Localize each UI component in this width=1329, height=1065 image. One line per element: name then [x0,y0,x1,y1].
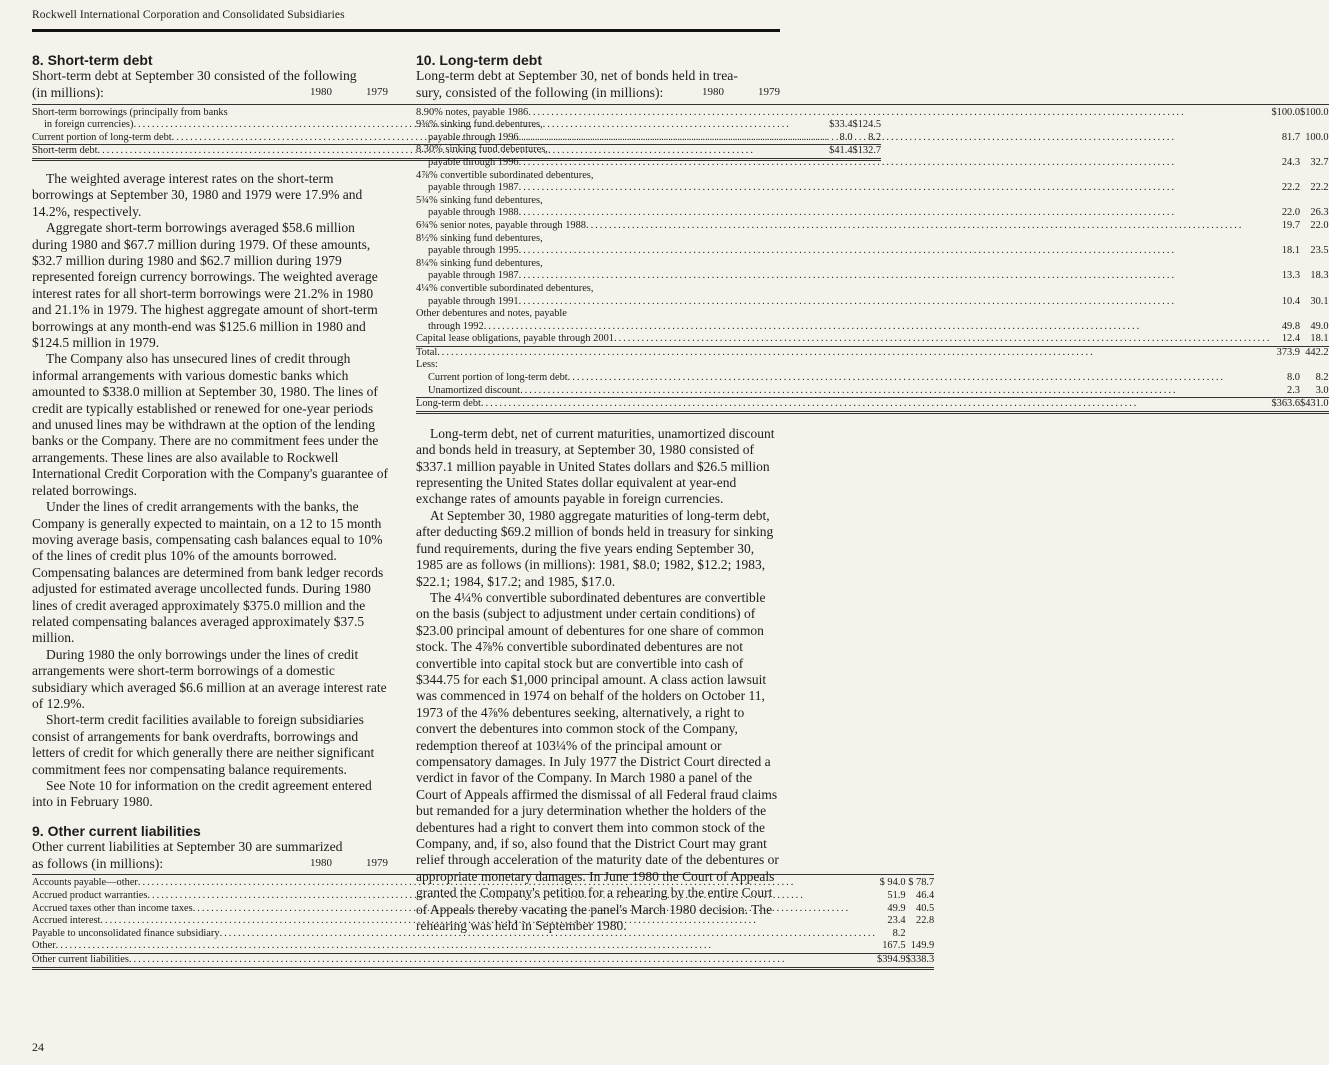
table-row [416,132,1329,145]
row-value-1979: $431.0 [1300,398,1329,413]
row-value-1980: 373.9 [1271,346,1300,359]
note9-intro [32,839,388,873]
row-label: Total [416,346,438,358]
row-value-1979: 22.2 [1310,182,1329,194]
table-row [416,233,1329,246]
row-value-1980: 24.3 [1281,156,1301,168]
table-row [416,270,1329,283]
row-value-1979: 49.0 [1310,320,1329,332]
row-label: Unamortized discount [428,384,521,396]
header-rule [32,29,780,32]
row-label: Long-term debt [416,398,481,410]
row-label: 9⅜% sinking fund debentures, [416,119,543,131]
row-value-1980: 22.0 [1281,207,1301,219]
table-row [416,104,1329,119]
note8-intro-line1: Short-term debt at September 30 consisted of the following [32,68,357,83]
row-value-1979 [1300,170,1329,183]
note8-paragraph: The weighted average interest rates on the short-term borrowings at September 30, 1980 and 1979 were 17.9% and 14.2%, respectively. [32,170,363,219]
row-value-1979: 3.0 [1315,384,1329,396]
row-value-1979 [1300,308,1329,321]
note9-year-a: 1980 [310,857,332,870]
note8-paragraph: Aggregate short-term borrowings averaged $58.6 million during 1980 and $67.7 million during 1979. Of these amounts, $32.7 million during 1980 and $62.7 million during 1979 represented foreign currency borrowings. The weighted average interest rates for all short-term borrowings were 21.2% in 1980 and 21.1% in 1979. The highest aggregate amount of short-term borrowings at any month-end was $125.6 million in 1980 and $124.5 million in 1979. [32,220,378,351]
row-value-1979 [1300,359,1329,372]
row-value-1980: 10.4 [1281,295,1301,307]
row-value-1980: $100.0 [1271,104,1300,119]
row-value-1979: $124.5 [852,119,882,131]
row-value-1979: 46.4 [916,890,935,901]
row-label: Payable to unconsolidated finance subsidiary [32,927,220,939]
table-row [416,283,1329,296]
row-value-1980 [1271,283,1300,296]
table-row [416,144,1329,157]
row-value-1980: 8.0 [1287,372,1301,384]
row-label: Accrued product warranties [32,890,148,901]
note8-intro [32,68,388,102]
table-row [416,157,1329,170]
row-value-1980: 23.4 [887,915,906,927]
note10-intro [416,68,780,102]
row-value-1979 [1300,283,1329,296]
note9-intro-line2: as follows (in millions): [32,856,164,872]
note10-year-b: 1979 [758,86,780,99]
row-value-1979 [1300,195,1329,208]
note10-paragraph: The 4¼% convertible subordinated debentures are convertible on the basis (subject to adjustment under certain conditions) of $23.00 principal amount of debentures for one share of common stock. The 4⅞% convertible subordinated debentures are not convertible into capital stock but are convertible into cash of $344.75 for each $1,000 principal amount. A class action lawsuit was commenced in 1974 on behalf of the holders on October 11, 1973 of the 4⅞% debentures seeking, alternatively, a right to convert the debentures into common stock of the Company, redemption thereof at 103¼% of the principal amount or compensatory damages. In July 1977 the District Court directed a verdict in favor of the Company. In March 1980 a panel of the Court of Appeals affirmed the dismissal of all Federal fraud claims but remanded for a jury determination whether the holders of the debentures had a right to convert them into common stock of the Company, and, if so, also found that the District Court may grant relief through acceleration of the maturity date of the debentures or appropriate monetary damages. In June 1980 the Court of Appeals granted the Company's petition for a rehearing by the entire Court of Appeals thereby vacating the panel's March 1980 decision. The rehearing was held in September 1980. [416,589,779,934]
table-row [416,385,1329,398]
row-value-1979: 8.2 [868,131,882,143]
row-value-1980: $41.4 [829,145,852,160]
table-row [416,258,1329,271]
row-label: 8¼% sinking fund debentures, [416,257,543,269]
row-value-1980: 12.4 [1281,333,1301,345]
note10-paragraph: Long-term debt, net of current maturities, unamortized discount and bonds held in treasury, at September 30, 1980 consisted of $337.1 million payable in United States dollars and $26.5 million representing the United States dollar equivalent at year-end exchange rates of amounts payable in foreign currencies. [416,425,775,507]
note8-title: 8. Short-term debt [32,52,153,68]
row-label: Short-term borrowings (principally from banks [32,106,228,118]
row-value-1979 [1300,119,1329,132]
page-number: 24 [32,1040,44,1054]
row-label: Current portion of long-term debt [32,131,172,143]
row-value-1980 [1271,233,1300,246]
row-label: payable through 1996 [428,156,519,168]
table-row [416,372,1329,385]
row-label: 6¾% senior notes, payable through 1988 [416,219,586,231]
row-value-1980: 2.3 [1287,384,1301,396]
row-value-1979: $ 78.7 [906,875,935,890]
row-label: payable through 1991 [428,295,519,307]
table-row [416,220,1329,233]
row-label: Accrued taxes other than income taxes [32,902,193,914]
row-value-1980: 51.9 [887,890,906,901]
note8-year-a: 1980 [310,86,332,99]
row-value-1979: $132.7 [853,145,882,160]
row-value-1980: $33.4 [829,119,853,131]
row-value-1979 [906,928,935,941]
note9-title: 9. Other current liabilities [32,822,201,839]
table-row [32,940,934,953]
note9-intro-line1: Other current liabilities at September 30 are summarized [32,838,343,854]
row-label: 4⅞% convertible subordinated debentures, [416,169,594,181]
row-value-1980: 8.0 [839,131,853,143]
note8-year-b: 1979 [366,86,388,99]
table-row [416,296,1329,309]
row-value-1979: 18.1 [1310,333,1329,345]
table-row-total [32,953,934,968]
row-value-1980: 8.2 [892,927,906,939]
note10-title: 10. Long-term debt [416,52,543,68]
row-value-1980: 18.1 [1281,245,1301,257]
row-value-1980: 19.7 [1281,219,1301,231]
row-value-1980 [1271,195,1300,208]
table-row [416,346,1329,359]
row-value-1980: $ 94.0 [877,875,906,890]
row-label: 8.90% notes, payable 1986 [416,106,529,118]
row-value-1979: 149.9 [910,940,935,952]
row-value-1979 [1300,258,1329,271]
table-row [416,333,1329,346]
row-value-1979: 32.7 [1310,156,1329,168]
row-value-1979: 442.2 [1300,346,1329,359]
note8-paragraph: The Company also has unsecured lines of credit through informal arrangements with various domestic banks which amounted to $338.0 million at September 30, 1980. The lines of credit are typically established or renewed for one-year periods and unused lines may be withdrawn at the option of the lending banks or the Company. There are no commitment fees under the arrangements. These lines are also available to Rockwell International Credit Corporation with the Company's guarantee of related borrowings. [32,351,388,498]
page-header: Rockwell International Corporation and Consolidated Subsidiaries [32,9,345,21]
row-value-1979: 100.0 [1305,131,1329,143]
table-row [416,308,1329,321]
table-row [416,195,1329,208]
row-value-1979: 22.0 [1310,219,1329,231]
row-value-1979 [1300,233,1329,246]
table-row [416,321,1329,334]
row-value-1980: 81.7 [1281,131,1301,143]
row-label: Less: [416,359,438,371]
row-value-1980: 13.3 [1281,270,1301,282]
row-label: 4¼% convertible subordinated debentures, [416,282,594,294]
row-value-1980: 22.2 [1281,182,1301,194]
note10-intro-line2: sury, consisted of the following (in millions): [416,85,664,101]
table-row [416,245,1329,258]
row-value-1980: 49.9 [887,902,906,914]
row-value-1979: 40.5 [916,902,935,914]
note10-intro-line1: Long-term debt at September 30, net of bonds held in trea- [416,68,738,83]
row-label: Current portion of long-term debt [428,372,568,384]
note8-paragraph: Under the lines of credit arrangements with the banks, the Company is generally expected to maintain, on a 12 to 15 month moving average basis, compensating cash balances equal to 10% of the lines of credit plus 10% of the amounts borrowed. Compensating balances are determined from bank ledger records adjusted for estimated average uncollected funds. During 1980 lines of credit averaged approximately $375.0 million and the related compensating balances averaged approximately $37.5 million. [32,499,384,646]
table-row [416,182,1329,195]
row-label: payable through 1996 [428,131,519,143]
note8-paragraph: See Note 10 for information on the credit agreement entered into in February 1980. [32,778,372,810]
note9-year-b: 1979 [366,857,388,870]
row-label: Accounts payable—other [32,877,138,889]
row-value-1979: 23.5 [1310,245,1329,257]
table-row [416,170,1329,183]
table-row-total [416,398,1329,413]
table-row [416,119,1329,132]
row-label: Capital lease obligations, payable through 2001 [416,333,614,345]
note8-paragraph: During 1980 the only borrowings under the lines of credit arrangements were short-term borrowings of a domestic subsidiary which averaged $6.6 million at an average interest rate of 12.9%. [32,646,387,711]
table-row [416,359,1329,372]
row-label: 8½% sinking fund debentures, [416,232,543,244]
row-label: payable through 1995 [428,245,519,257]
long-term-debt-table [416,104,1329,414]
note10-paragraph: At September 30, 1980 aggregate maturities of long-term debt, after deducting $69.2 million of bonds held in treasury for sinking fund requirements, during the five years ending September 30, 1985 are as follows (in millions): 1981, $8.0; 1982, $12.2; 1983, $22.1; 1984, $17.2; and 1985, $17.0. [416,507,774,589]
note10-year-a: 1980 [702,86,724,99]
row-value-1979: 18.3 [1310,270,1329,282]
row-value-1980 [1271,308,1300,321]
row-label: through 1992 [428,320,484,332]
note8-intro-line2: (in millions): [32,85,104,101]
note8-paragraph: Short-term credit facilities available to foreign subsidiaries consist of arrangements for bank overdrafts, borrowings and letters of credit for which generally there are neither significant commitment fees nor compensating balance requirements. [32,712,375,777]
row-value-1980: $363.6 [1271,398,1300,413]
row-label: Accrued interest [32,915,101,927]
row-label: Other current liabilities [32,953,129,965]
row-value-1980 [1271,359,1300,372]
row-value-1980 [1271,119,1300,132]
row-label: Other debentures and notes, payable [416,308,567,320]
row-value-1979: 8.2 [1315,372,1329,384]
row-value-1979: 26.3 [1310,207,1329,219]
row-value-1980: 167.5 [882,940,906,952]
table-row [416,207,1329,220]
row-value-1979: 30.1 [1310,295,1329,307]
row-label: Other [32,940,56,952]
row-label: Short-term debt [32,145,98,157]
row-value-1980 [1271,258,1300,271]
row-label: payable through 1987 [428,270,519,282]
row-value-1979 [1300,144,1329,157]
row-value-1980: $394.9 [877,953,906,968]
row-label: in foreign currencies) [44,119,134,131]
row-label: payable through 1987 [428,182,519,194]
row-value-1980 [1271,170,1300,183]
row-label: payable through 1988 [428,207,519,219]
row-value-1980: 49.8 [1281,320,1301,332]
row-value-1980 [1271,144,1300,157]
row-value-1979: 22.8 [916,915,935,927]
row-value-1979: $100.0 [1300,104,1329,119]
row-label: 5¾% sinking fund debentures, [416,194,543,206]
row-value-1979: $338.3 [906,953,935,968]
row-label: 8.30% sinking fund debentures, [416,144,548,156]
